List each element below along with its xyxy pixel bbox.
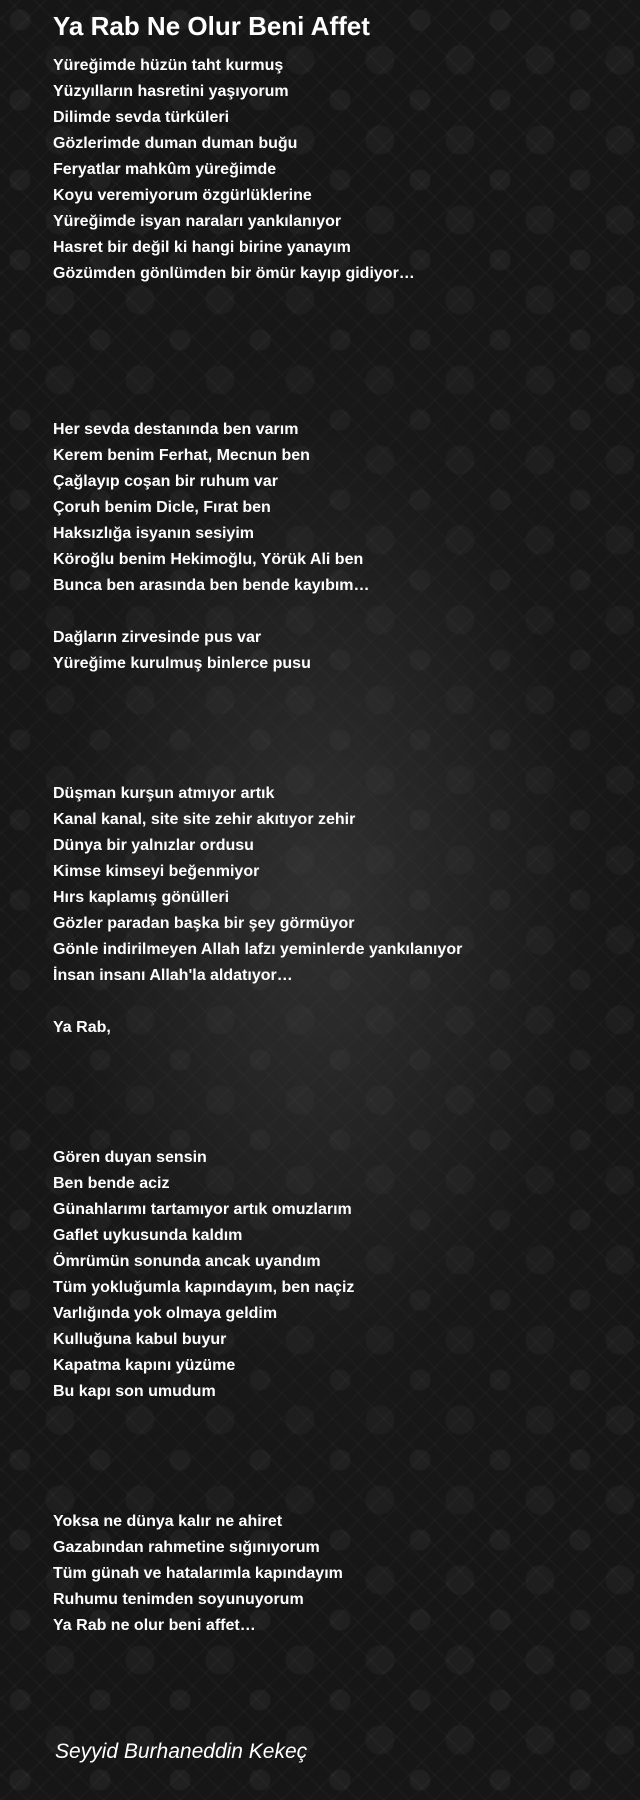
poem-line: Hasret bir değil ki hangi birine yanayım [53, 239, 351, 256]
stanza-spacer [53, 1041, 613, 1067]
poem-line: Kulluğuna kabul buyur [53, 1331, 227, 1348]
stanza-spacer [53, 1093, 613, 1119]
poem-line: Yüreğimde isyan naraları yankılanıyor [53, 213, 342, 230]
poem-line: Ben bende aciz [53, 1175, 170, 1192]
poem-line: Gazabından rahmetine sığınıyorum [53, 1539, 320, 1556]
poem-line: Köroğlu benim Hekimoğlu, Yörük Ali ben [53, 551, 364, 568]
poem-line: Gözümden gönlümden bir ömür kayıp gidiyor… [53, 265, 415, 282]
poem-line: Dilimde sevda türküleri [53, 109, 230, 126]
stanza-spacer [53, 1483, 613, 1509]
stanza-spacer [53, 677, 613, 703]
poem-line: Düşman kurşun atmıyor artık [53, 785, 275, 802]
poem-line: Ömrümün sonunda ancak uyandım [53, 1253, 321, 1270]
poem-line: Gözler paradan başka bir şey görmüyor [53, 915, 355, 932]
poem-line: Kerem benim Ferhat, Mecnun ben [53, 447, 310, 464]
poem-line: Tüm günah ve hatalarımla kapındayım [53, 1565, 343, 1582]
stanza-spacer [53, 313, 613, 339]
poem-line: Ya Rab ne olur beni affet… [53, 1617, 256, 1634]
poem-line: Çağlayıp coşan bir ruhum var [53, 473, 278, 490]
poem-line: Bunca ben arasında ben bende kayıbım… [53, 577, 370, 594]
poem-line: Gözlerimde duman duman buğu [53, 135, 298, 152]
poem-line: Ya Rab, [53, 1019, 111, 1036]
stanza-spacer [53, 703, 613, 729]
poem-line: Kimse kimseyi beğenmiyor [53, 863, 260, 880]
poem-title: Ya Rab Ne Olur Beni Affet [53, 11, 370, 41]
poem-line: Yüzyılların hasretini yaşıyorum [53, 83, 289, 100]
poem-line: Yoksa ne dünya kalır ne ahiret [53, 1513, 283, 1530]
poem-body [53, 53, 613, 1639]
poem-line: İnsan insanı Allah'la aldatıyor… [53, 967, 293, 984]
poem-line: Varlığında yok olmaya geldim [53, 1305, 278, 1322]
stanza-spacer [53, 391, 613, 417]
poem-line: Dünya bir yalnızlar ordusu [53, 837, 254, 854]
poem-line: Gören duyan sensin [53, 1149, 207, 1166]
stanza-spacer [53, 599, 613, 625]
poem-line: Haksızlığa isyanın sesiyim [53, 525, 254, 542]
poem-line: Kanal kanal, site site zehir akıtıyor zehir [53, 811, 356, 828]
stanza-spacer [53, 1119, 613, 1145]
poem-line: Ruhumu tenimden soyunuyorum [53, 1591, 304, 1608]
stanza-spacer [53, 755, 613, 781]
stanza-spacer [53, 339, 613, 365]
stanza-spacer [53, 1431, 613, 1457]
poem-line: Gaflet uykusunda kaldım [53, 1227, 243, 1244]
poem-line: Kapatma kapını yüzüme [53, 1357, 236, 1374]
poem-line: Çoruh benim Dicle, Fırat ben [53, 499, 271, 516]
poem-line: Her sevda destanında ben varım [53, 421, 299, 438]
poem-line: Feryatlar mahkûm yüreğimde [53, 161, 277, 178]
stanza-spacer [53, 989, 613, 1015]
stanza-spacer [53, 1405, 613, 1431]
stanza-spacer [53, 287, 613, 313]
poem-line: Tüm yokluğumla kapındayım, ben naçiz [53, 1279, 355, 1296]
poem-line: Dağların zirvesinde pus var [53, 629, 262, 646]
poem-line: Günahlarımı tartamıyor artık omuzlarım [53, 1201, 352, 1218]
stanza-spacer [53, 1457, 613, 1483]
poem-line: Yüreğimde hüzün taht kurmuş [53, 57, 284, 74]
poem-line: Hırs kaplamış gönülleri [53, 889, 230, 906]
stanza-spacer [53, 729, 613, 755]
author-name: Seyyid Burhaneddin Kekeç [55, 1740, 308, 1763]
poem-line: Yüreğime kurulmuş binlerce pusu [53, 655, 311, 672]
stanza-spacer [53, 1067, 613, 1093]
poem-line: Bu kapı son umudum [53, 1383, 216, 1400]
stanza-spacer [53, 365, 613, 391]
poem-line: Koyu veremiyorum özgürlüklerine [53, 187, 312, 204]
poem-line: Gönle indirilmeyen Allah lafzı yeminlerde yankılanıyor [53, 941, 463, 958]
